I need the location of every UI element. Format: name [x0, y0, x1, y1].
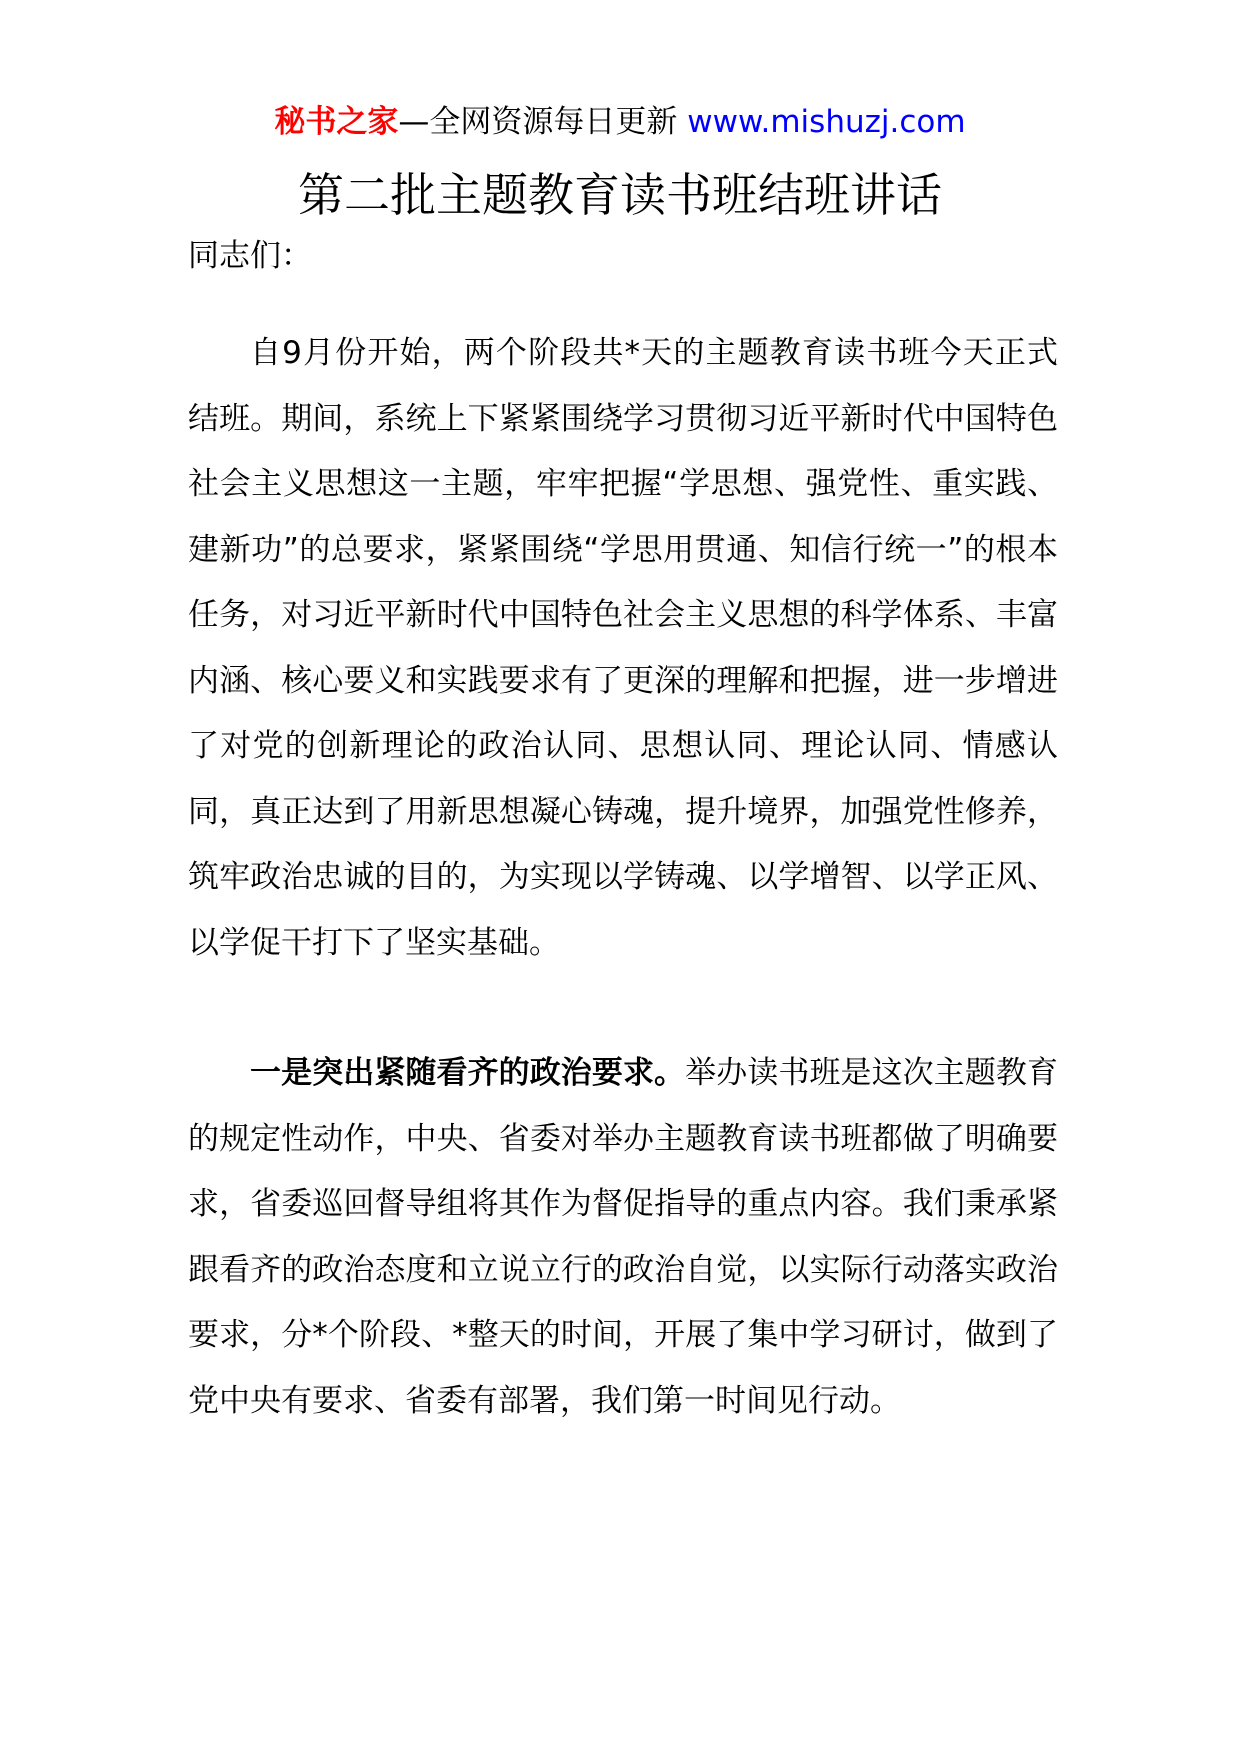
paragraph-2-text: 举办读书班是这次主题教育的规定性动作，中央、省委对举办主题教育读书班都做了明确要求，省委巡回督导组将其作为督促指导的重点内容。我们秉承紧跟看齐的政治态度和立说立行的政治自觉，以实际行动落实政治要求，分*个阶段、*整天的时间，开展了集中学习研讨，做到了党中央有要求、省委有部署，我们第一时间见行动。	[188, 1055, 1059, 1419]
paragraph-1-text: 自9月份开始，两个阶段共*天的主题教育读书班今天正式结班。期间，系统上下紧紧围绕学习贯彻习近平新时代中国特色社会主义思想这一主题，牢牢把握“学思想、强党性、重实践、建新功”的总要求，紧紧围绕“学思用贯通、知信行统一”的根本任务，对习近平新时代中国特色社会主义思想的科学体系、丰富内涵、核心要义和实践要求有了更深的理解和把握，进一步增进了对党的创新理论的政治认同、思想认同、理论认同、情感认同，真正达到了用新思想凝心铸魂，提升境界，加强党性修养，筑牢政治忠诚的目的，为实现以学铸魂、以学增智、以学正风、以学促干打下了坚实基础。	[188, 335, 1058, 961]
header-banner	[0, 98, 1240, 146]
paragraph-2-lead: 一是突出紧随看齐的政治要求。	[250, 1055, 686, 1091]
website-link[interactable]: www.mishuzj.com	[687, 104, 966, 140]
salutation: 同志们：	[188, 238, 312, 274]
paragraph-1	[188, 321, 1058, 976]
document-title: 第二批主题教育读书班结班讲话	[298, 168, 942, 222]
header-tagline: —全网资源每日更新	[398, 104, 688, 140]
brand-name: 秘书之家	[274, 104, 399, 140]
paragraph-2	[188, 1041, 1058, 1434]
